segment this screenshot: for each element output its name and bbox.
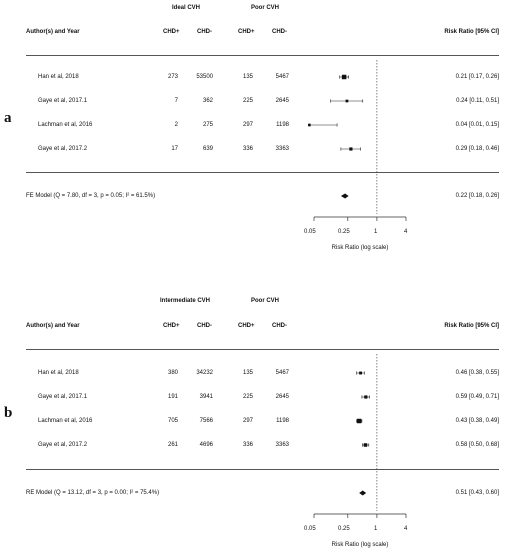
study-effect: 0.58 [0.50, 0.68] xyxy=(455,442,499,448)
study-name: Lachman et al, 2016 xyxy=(38,418,93,424)
study-g2-neg: 5467 xyxy=(275,74,289,80)
study-g2-pos: 297 xyxy=(242,122,253,128)
point-estimate xyxy=(357,419,361,423)
group-header-left: Ideal CVH xyxy=(172,5,201,11)
column-header-g2-neg: CHD- xyxy=(272,323,287,329)
x-tick-label: 4 xyxy=(404,526,408,532)
study-g1-pos: 2 xyxy=(174,122,178,128)
point-estimate xyxy=(308,124,311,127)
column-header-g2-pos: CHD+ xyxy=(238,29,255,35)
study-g2-pos: 297 xyxy=(242,418,253,424)
study-effect: 0.46 [0.38, 0.55] xyxy=(455,370,499,376)
study-effect: 0.21 [0.17, 0.26] xyxy=(455,74,499,80)
study-name: Han et al, 2018 xyxy=(38,370,79,376)
x-axis-label: Risk Ratio (log scale) xyxy=(331,245,389,251)
study-g2-neg: 1198 xyxy=(276,122,289,128)
study-g1-neg: 275 xyxy=(202,122,213,128)
x-tick-label: 0.25 xyxy=(338,229,350,235)
study-g2-pos: 135 xyxy=(242,74,253,80)
x-axis-label: Risk Ratio (log scale) xyxy=(331,542,389,548)
study-g1-pos: 273 xyxy=(167,74,178,80)
column-header-g1-neg: CHD- xyxy=(197,323,212,329)
x-tick-label: 4 xyxy=(404,229,408,235)
point-estimate xyxy=(342,75,346,79)
point-estimate xyxy=(364,443,368,447)
x-tick-label: 1 xyxy=(374,526,378,532)
model-label: FE Model (Q = 7.80, df = 3, p = 0.05; I² = 61.5%) xyxy=(26,193,156,199)
summary-diamond xyxy=(359,491,366,496)
point-estimate xyxy=(359,372,362,375)
study-g2-pos: 135 xyxy=(242,370,253,376)
study-name: Lachman et al, 2016 xyxy=(38,122,93,128)
model-label: RE Model (Q = 13.12, df = 3, p = 0.00; I² = 75.4%) xyxy=(26,490,160,496)
study-g1-pos: 17 xyxy=(171,146,178,152)
x-tick-label: 1 xyxy=(374,229,378,235)
study-effect: 0.29 [0.18, 0.46] xyxy=(455,146,499,152)
study-name: Gaye et al, 2017.1 xyxy=(38,98,88,104)
study-g1-neg: 7566 xyxy=(199,418,213,424)
study-g1-pos: 261 xyxy=(167,442,178,448)
study-g2-neg: 1198 xyxy=(276,418,289,424)
panel-a-label: a xyxy=(4,110,12,126)
study-name: Gaye et al, 2017.2 xyxy=(38,442,88,448)
forest-plot-b xyxy=(0,290,509,555)
study-g1-neg: 362 xyxy=(202,98,213,104)
study-name: Gaye et al, 2017.1 xyxy=(38,394,88,400)
point-estimate xyxy=(346,100,349,103)
panel-b-label: b xyxy=(4,405,13,421)
x-tick-label: 0.05 xyxy=(304,229,316,235)
column-header-g1-neg: CHD- xyxy=(197,29,212,35)
group-header-left: Intermediate CVH xyxy=(160,298,211,304)
column-header-effect: Risk Ratio [95% CI] xyxy=(444,29,499,35)
forest-plot-b-svg xyxy=(0,290,509,555)
study-effect: 0.43 [0.38, 0.49] xyxy=(455,418,499,424)
study-g2-pos: 336 xyxy=(242,146,253,152)
x-tick-label: 0.05 xyxy=(304,526,316,532)
group-header-right: Poor CVH xyxy=(251,5,280,11)
study-g2-neg: 3363 xyxy=(275,146,289,152)
forest-plot-a-svg xyxy=(0,0,509,265)
study-g1-neg: 34232 xyxy=(196,370,213,376)
forest-plot-a xyxy=(0,0,509,265)
study-g1-pos: 191 xyxy=(167,394,178,400)
column-header-g1-pos: CHD+ xyxy=(163,323,180,329)
study-g1-neg: 3941 xyxy=(199,394,213,400)
x-tick-label: 0.25 xyxy=(338,526,350,532)
study-g2-neg: 2645 xyxy=(275,98,289,104)
group-header-right: Poor CVH xyxy=(251,298,280,304)
study-g1-pos: 7 xyxy=(174,98,178,104)
study-g1-pos: 380 xyxy=(167,370,178,376)
column-header-g2-pos: CHD+ xyxy=(238,323,255,329)
study-g2-neg: 2645 xyxy=(275,394,289,400)
study-g1-neg: 4696 xyxy=(199,442,213,448)
study-g1-neg: 53500 xyxy=(196,74,213,80)
study-g2-pos: 225 xyxy=(242,98,253,104)
study-effect: 0.59 [0.49, 0.71] xyxy=(455,394,499,400)
model-effect: 0.51 [0.43, 0.60] xyxy=(455,490,499,496)
column-header-study: Author(s) and Year xyxy=(26,29,80,35)
column-header-g2-neg: CHD- xyxy=(272,29,287,35)
study-name: Gaye et al, 2017.2 xyxy=(38,146,88,152)
column-header-effect: Risk Ratio [95% CI] xyxy=(444,323,499,329)
summary-diamond xyxy=(341,194,349,199)
study-g1-pos: 705 xyxy=(167,418,178,424)
study-g2-neg: 3363 xyxy=(275,442,289,448)
column-header-study: Author(s) and Year xyxy=(26,323,80,329)
model-effect: 0.22 [0.18, 0.26] xyxy=(455,193,499,199)
study-g2-neg: 5467 xyxy=(275,370,289,376)
study-g1-neg: 639 xyxy=(202,146,213,152)
point-estimate xyxy=(364,395,367,398)
study-g2-pos: 336 xyxy=(242,442,253,448)
study-g2-pos: 225 xyxy=(242,394,253,400)
point-estimate xyxy=(349,147,352,150)
study-effect: 0.04 [0.01, 0.15] xyxy=(455,122,499,128)
study-name: Han et al, 2018 xyxy=(38,74,79,80)
study-effect: 0.24 [0.11, 0.51] xyxy=(456,98,499,104)
column-header-g1-pos: CHD+ xyxy=(163,29,180,35)
